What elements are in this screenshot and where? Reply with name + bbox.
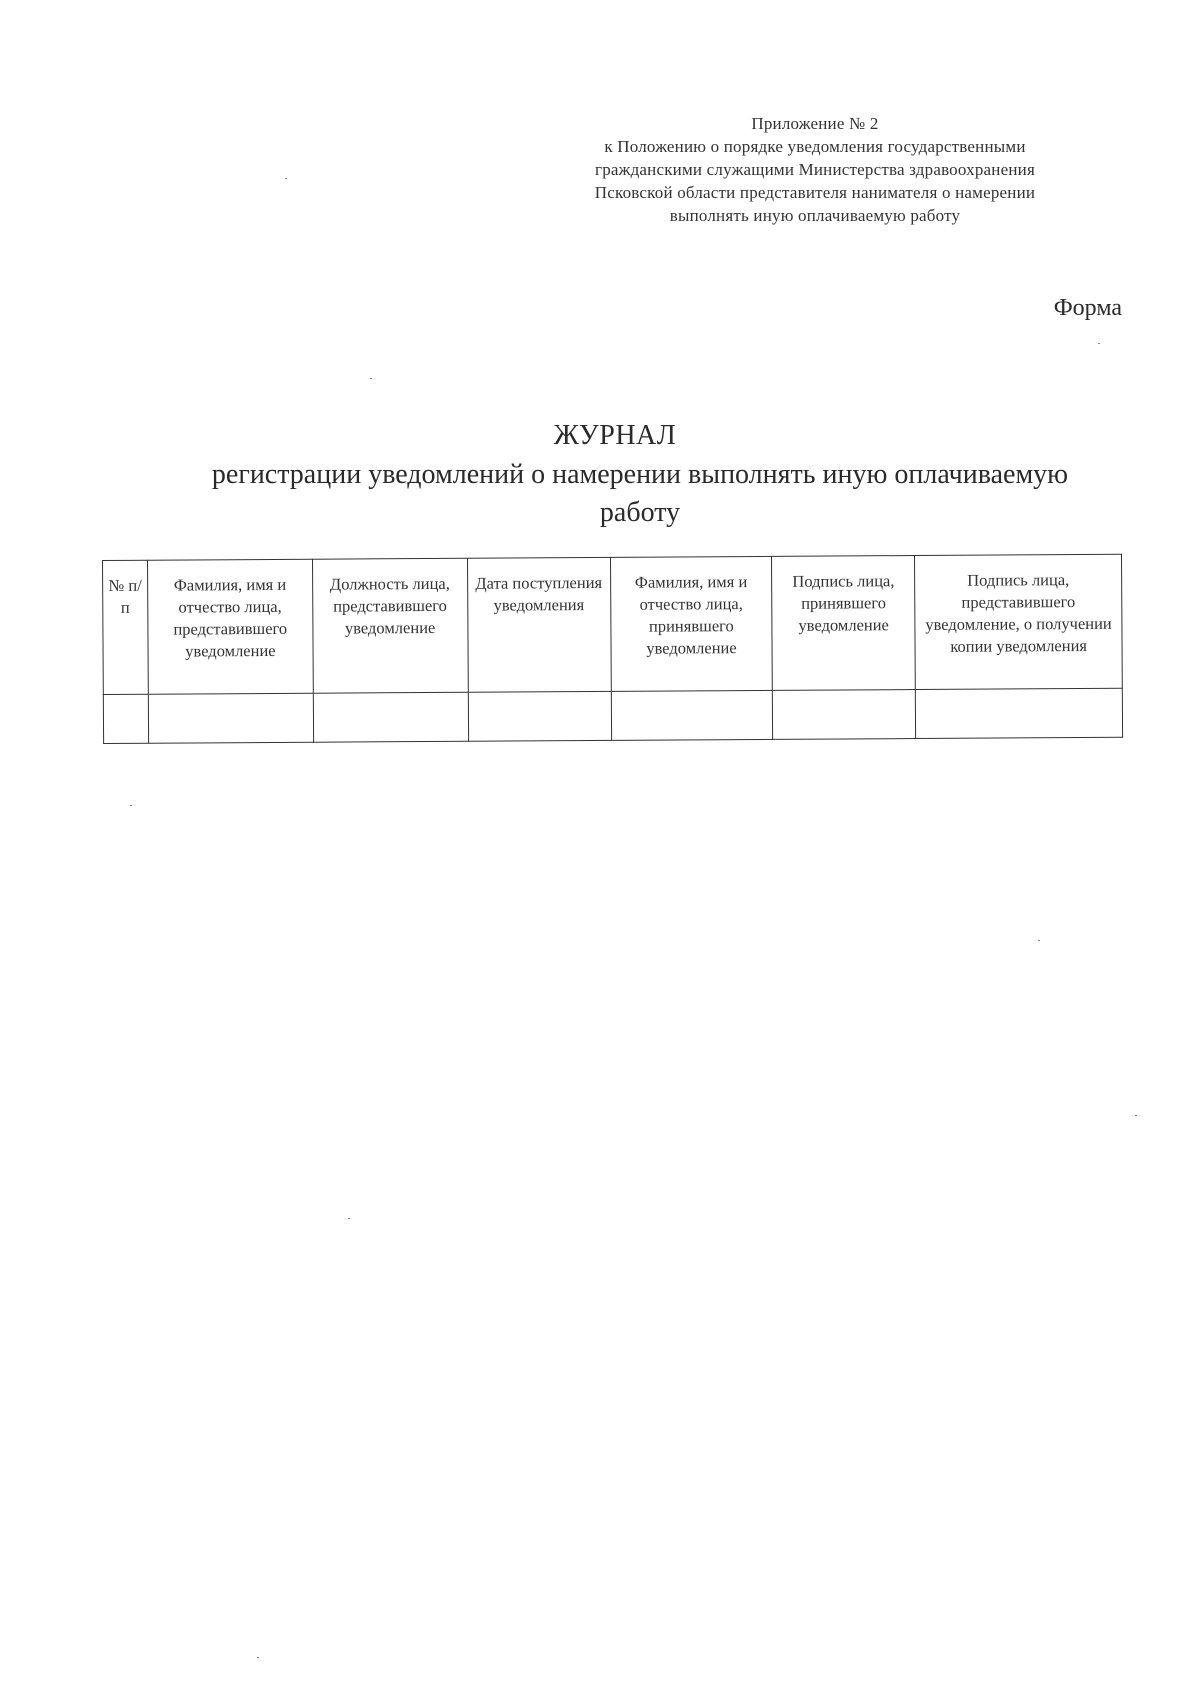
scan-speck — [1135, 1115, 1137, 1116]
table-cell — [148, 693, 313, 743]
appendix-line: выполнять иную оплачиваемую работу — [669, 206, 961, 225]
scan-speck — [1098, 343, 1100, 344]
scan-speck — [1038, 940, 1040, 941]
table-cell — [313, 692, 468, 742]
scan-speck — [370, 378, 372, 379]
column-header-receiver-signature: Подпись лица, принявшего уведомление — [772, 556, 916, 691]
appendix-line: Псковской области представителя нанимателя о намерении — [594, 183, 1036, 202]
column-header-receipt-date: Дата поступления уведомления — [467, 557, 611, 692]
table-cell — [103, 694, 148, 743]
table-cell — [773, 690, 916, 740]
column-header-submitter-signature: Подпись лица, представившего уведомление, о получении копии уведомления — [915, 554, 1123, 689]
table-header-row — [103, 554, 1123, 694]
appendix-header — [520, 112, 1110, 227]
table-cell — [916, 688, 1123, 738]
scan-speck — [257, 1657, 259, 1658]
table-cell — [468, 691, 611, 741]
scan-speck — [285, 178, 287, 179]
column-header-submitter-name: Фамилия, имя и отчество лица, представившего уведомление — [147, 559, 313, 694]
form-label: Форма — [1053, 295, 1122, 321]
scan-speck — [348, 1218, 350, 1219]
table-row — [103, 688, 1122, 743]
column-header-number: № п/п — [103, 560, 149, 694]
appendix-line: гражданскими служащими Министерства здравоохранения — [595, 160, 1035, 179]
scan-speck — [130, 805, 132, 806]
table-cell — [611, 690, 773, 740]
document-title: ЖУРНАЛ — [553, 420, 677, 451]
column-header-submitter-position: Должность лица, представившего уведомление — [312, 558, 468, 693]
appendix-number: Приложение № 2 — [751, 114, 879, 133]
appendix-line: к Положению о порядке уведомления государственными — [604, 137, 1026, 156]
document-subtitle: регистрации уведомлений о намерении выполнять иную оплачиваемую работу — [211, 459, 1069, 528]
journal-table — [102, 554, 1123, 744]
column-header-receiver-name: Фамилия, имя и отчество лица, принявшего уведомление — [610, 556, 773, 691]
